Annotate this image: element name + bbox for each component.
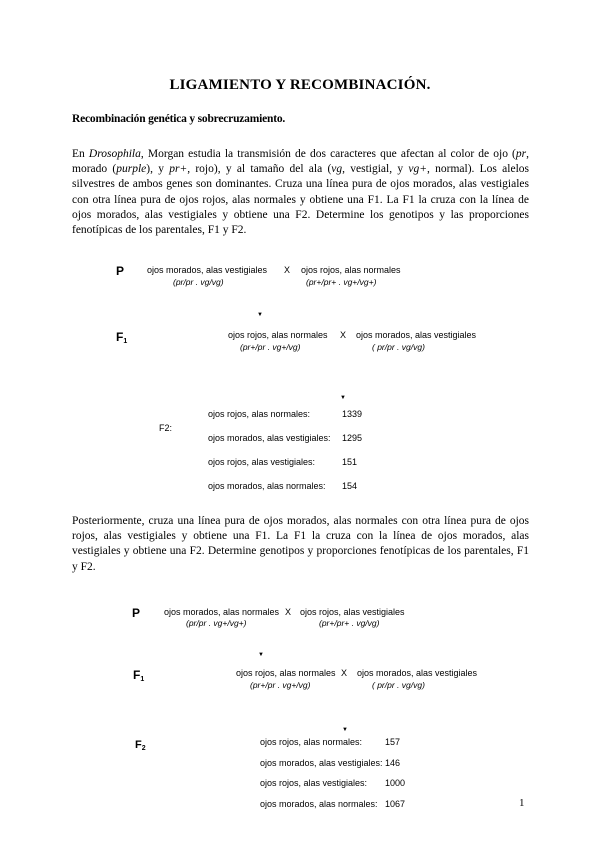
cross2-p-left-phenotype: ojos morados, alas normales <box>164 607 280 617</box>
cross1-f1-right-phenotype: ojos morados, alas vestigiales <box>356 330 477 340</box>
f2-phenotype: ojos morados, alas normales: <box>260 798 378 809</box>
problem-paragraph-2: Posteriormente, cruza una línea pura de ojos morados, alas normales con otra línea pura de ojos rojos, alas vestigiales y obtiene una F1. La F1 la cruza con la línea de ojos morados, alas vestigiales y obtiene una F2. Determine genotipos y proporciones fenotípicas de los parentales, F1 y F2. <box>72 515 529 573</box>
italic-term: pr <box>515 148 527 160</box>
cross2-p-left-genotype: (pr/pr . vg+/vg+) <box>186 618 247 628</box>
cross1-f1-cross-symbol: X <box>340 330 347 340</box>
paragraph-text: , vestigial, y <box>342 163 409 176</box>
f2-count: 157 <box>385 737 401 747</box>
cross2-f2-label: $F_2$ <box>135 739 146 752</box>
f2-phenotype: ojos morados, alas vestigiales: <box>208 433 331 443</box>
cross2-f1-left-genotype: (pr+/pr . vg+/vg) <box>250 680 311 690</box>
f2-count: 1295 <box>342 433 363 443</box>
cross1-f1-left-genotype: (pr+/pr . vg+/vg) <box>240 342 301 352</box>
cross2-f1-left-phenotype: ojos rojos, alas normales <box>236 668 336 678</box>
cross1-arrow-down-icon: ▼ <box>257 312 263 318</box>
page-number: 1 <box>519 797 525 809</box>
cross1-p-label: P <box>116 264 125 278</box>
cross1-p-right-genotype: (pr+/pr+ . vg+/vg+) <box>306 277 377 287</box>
cross1-f1-left-phenotype: ojos rojos, alas normales <box>228 330 328 340</box>
paragraph-text: ), y <box>146 163 170 176</box>
paragraph-text: , Morgan estudia la transmisión de dos caracteres que afectan al color de ojo ( <box>140 148 516 160</box>
italic-term: purple <box>116 163 147 176</box>
italic-term: Drosophila <box>88 148 141 160</box>
cross1-p-right-phenotype: ojos rojos, alas normales <box>301 265 401 275</box>
cross2-arrow-down-icon: ▼ <box>258 652 264 658</box>
f2-count: 1000 <box>385 778 406 788</box>
cross1-p-cross-symbol: X <box>284 265 291 275</box>
f2-phenotype: ojos rojos, alas normales: <box>208 409 311 419</box>
cross2-f1-right-phenotype: ojos morados, alas vestigiales <box>357 668 478 678</box>
cross2-arrow2-down-icon: ▼ <box>342 727 348 733</box>
f2-count: 1339 <box>342 409 363 419</box>
f2-count: 1067 <box>385 798 406 809</box>
cross2-f1-right-genotype: ( pr/pr . vg/vg) <box>372 680 425 690</box>
cross1-p-left-phenotype: ojos morados, alas vestigiales <box>147 265 268 275</box>
page-title: LIGAMIENTO Y RECOMBINACIÓN. <box>169 77 431 93</box>
italic-term: vg <box>331 163 343 176</box>
paragraph-text: , normal). Los alelos silvestres de ambos genes son dominantes. Cruza una línea pura de ojos morados, alas vestigiales con otra línea pura de ojos rojos, alas normales y obtiene una F1. La F1 la cruza con la línea de ojos morados, alas vestigiales y obtiene una F2. Determine los genotipos y las proporciones fenotípicas de los parentales, F1 y F2. <box>72 163 529 237</box>
cross2-f1-cross-symbol: X <box>341 668 348 678</box>
problem-paragraph-1 <box>72 147 529 238</box>
f2-phenotype: ojos rojos, alas vestigiales: <box>208 457 316 467</box>
f2-count: 146 <box>385 757 401 768</box>
paragraph-text: En <box>72 148 89 160</box>
paragraph-text: , morado ( <box>72 148 529 176</box>
f2-phenotype: ojos rojos, alas normales: <box>260 737 363 747</box>
cross1-arrow2-down-icon: ▼ <box>340 395 346 401</box>
cross2-f1-label: $F_1$ <box>133 668 145 683</box>
italic-term: vg+ <box>408 163 427 176</box>
f2-count: 154 <box>342 481 358 491</box>
f2-phenotype: ojos morados, alas normales: <box>208 481 326 491</box>
f2-phenotype: ojos morados, alas vestigiales: <box>260 757 383 768</box>
cross2-p-cross-symbol: X <box>285 607 292 617</box>
paragraph-text: , rojo), y al tamaño del ala ( <box>187 163 332 176</box>
section-subtitle: Recombinación genética y sobrecruzamiento. <box>72 113 286 125</box>
f2-count: 151 <box>342 457 358 467</box>
cross2-p-right-phenotype: ojos rojos, alas vestigiales <box>300 607 405 617</box>
cross1-f2-label: F2: <box>159 423 173 433</box>
cross1-p-left-genotype: (pr/pr . vg/vg) <box>173 277 224 287</box>
cross1-f1-label: $F_1$ <box>116 330 128 345</box>
cross2-p-right-genotype: (pr+/pr+ . vg/vg) <box>319 618 380 628</box>
cross1-f1-right-genotype: ( pr/pr . vg/vg) <box>372 342 425 352</box>
italic-term: pr+ <box>169 163 188 176</box>
cross2-p-label: P <box>132 606 141 620</box>
f2-phenotype: ojos rojos, alas vestigiales: <box>260 778 368 788</box>
